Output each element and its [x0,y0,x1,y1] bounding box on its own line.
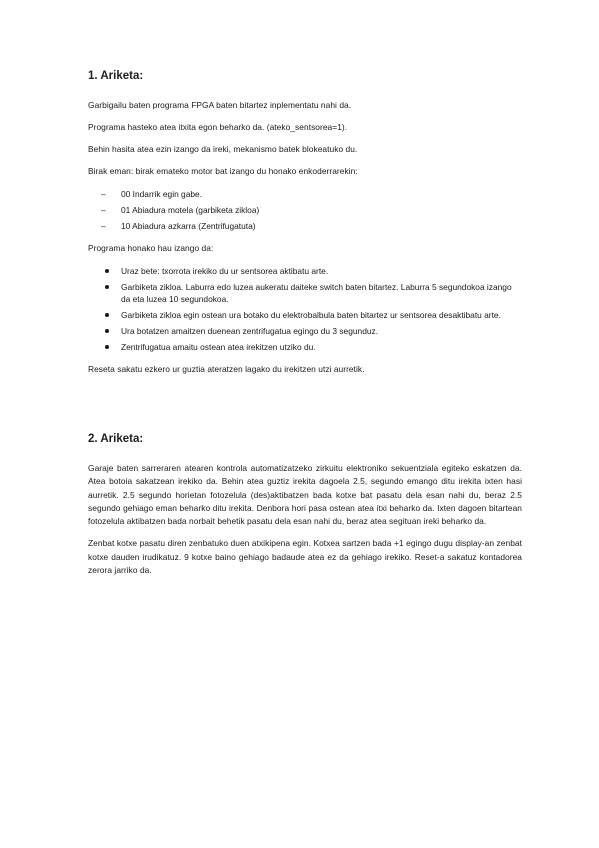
section1-paragraph-4: Birak eman: birak emateko motor bat izango du honako enkoderrarekin: [88,166,358,176]
section2-paragraph-1: Garaje baten sarreraren atearen kontrola automatizatzeko zirkuitu elektroniko sekuentziala egiteko eskatzen da. Atea botoia sakatzean irekiko da. Behin atea guztiz irekita dagoela 2.5, segundo emango ditu irekita ixten hasi aurretik. 2.5 segundo horietan fotozelula (des)aktibatzen bada kotxe bat pasatu dela esan nahi du, beraz 2.5 segundo gehiago eman beharko ditu irekita. Denbora hori pasa ostean atea itxi beharko da. Ixten dagoen bitartean fotozelula aktibatzen bada norbait behetik pasatu dela esan nahi du, beraz atea segituan ireki beharko da. [88,463,522,527]
encoder-list [88,188,522,232]
list-item: Garbiketa zikloa egin ostean ura botako du elektrobalbula baten bitartez ur sentsorea desaktibatu arte. [88,309,522,321]
bullet-icon [105,329,109,333]
list-item: – 10 Abiadura azkarra (Zentrifugatuta) [101,221,256,231]
section1-paragraph-3: Behin hasita atea ezin izango da ireki, mekanismo batek blokeatuko du. [88,144,358,154]
dash-marker: – [101,205,106,215]
list-item: – 00 Indarrik egin gabe. [101,189,203,199]
section2-paragraph-2: Zenbat kotxe pasatu diren zenbatuko duen atxikipena egin. Kotxea sartzen bada +1 egingo dugu display-an zenbat kotxe dauden irudikatuz. 9 kotxe baino gehiago badaude atea ez da gehiago irekiko. Reset-a sakatuz kontadorea zerora jarriko da. [88,538,522,576]
list-item: Uraz bete: txorrota irekiko du ur sentsorea aktibatu arte. [88,265,522,277]
bullet-icon [105,285,109,289]
list-item: Zentrifugatua amaitu ostean atea irekitzen utziko du. [88,341,522,353]
bullet-icon [105,345,109,349]
section1-paragraph-5: Programa honako hau izango da: [88,243,214,253]
list-item: Garbiketa zikloa. Laburra edo luzea aukeratu daiteke switch baten bitartez. Laburra 5 segundokoa izango da eta luzea 10 segundokoa. [88,281,522,305]
section1-paragraph-2: Programa hasteko atea itxita egon beharko da. (ateko_sentsorea=1). [88,122,348,132]
section1-paragraph-6: Reseta sakatu ezkero ur guztia ateratzen lagako du irekitzen utzi aurretik. [88,364,365,374]
list-item: – 01 Abiadura motela (garbiketa zikloa) [101,205,260,215]
dash-marker: – [101,221,106,231]
list-item: Ura botatzen amaitzen duenean zentrifugatua egingo du 3 segunduz. [88,325,522,337]
program-steps-list [88,265,522,353]
section1-paragraph-1: Garbigailu baten programa FPGA baten bitartez inplementatu nahi da. [88,100,352,110]
section1-heading: 1. Ariketa: [88,70,144,82]
bullet-icon [105,269,109,273]
document-content [88,70,522,577]
section2-heading: 2. Ariketa: [88,433,144,445]
bullet-icon [105,313,109,317]
dash-marker: – [101,189,106,199]
